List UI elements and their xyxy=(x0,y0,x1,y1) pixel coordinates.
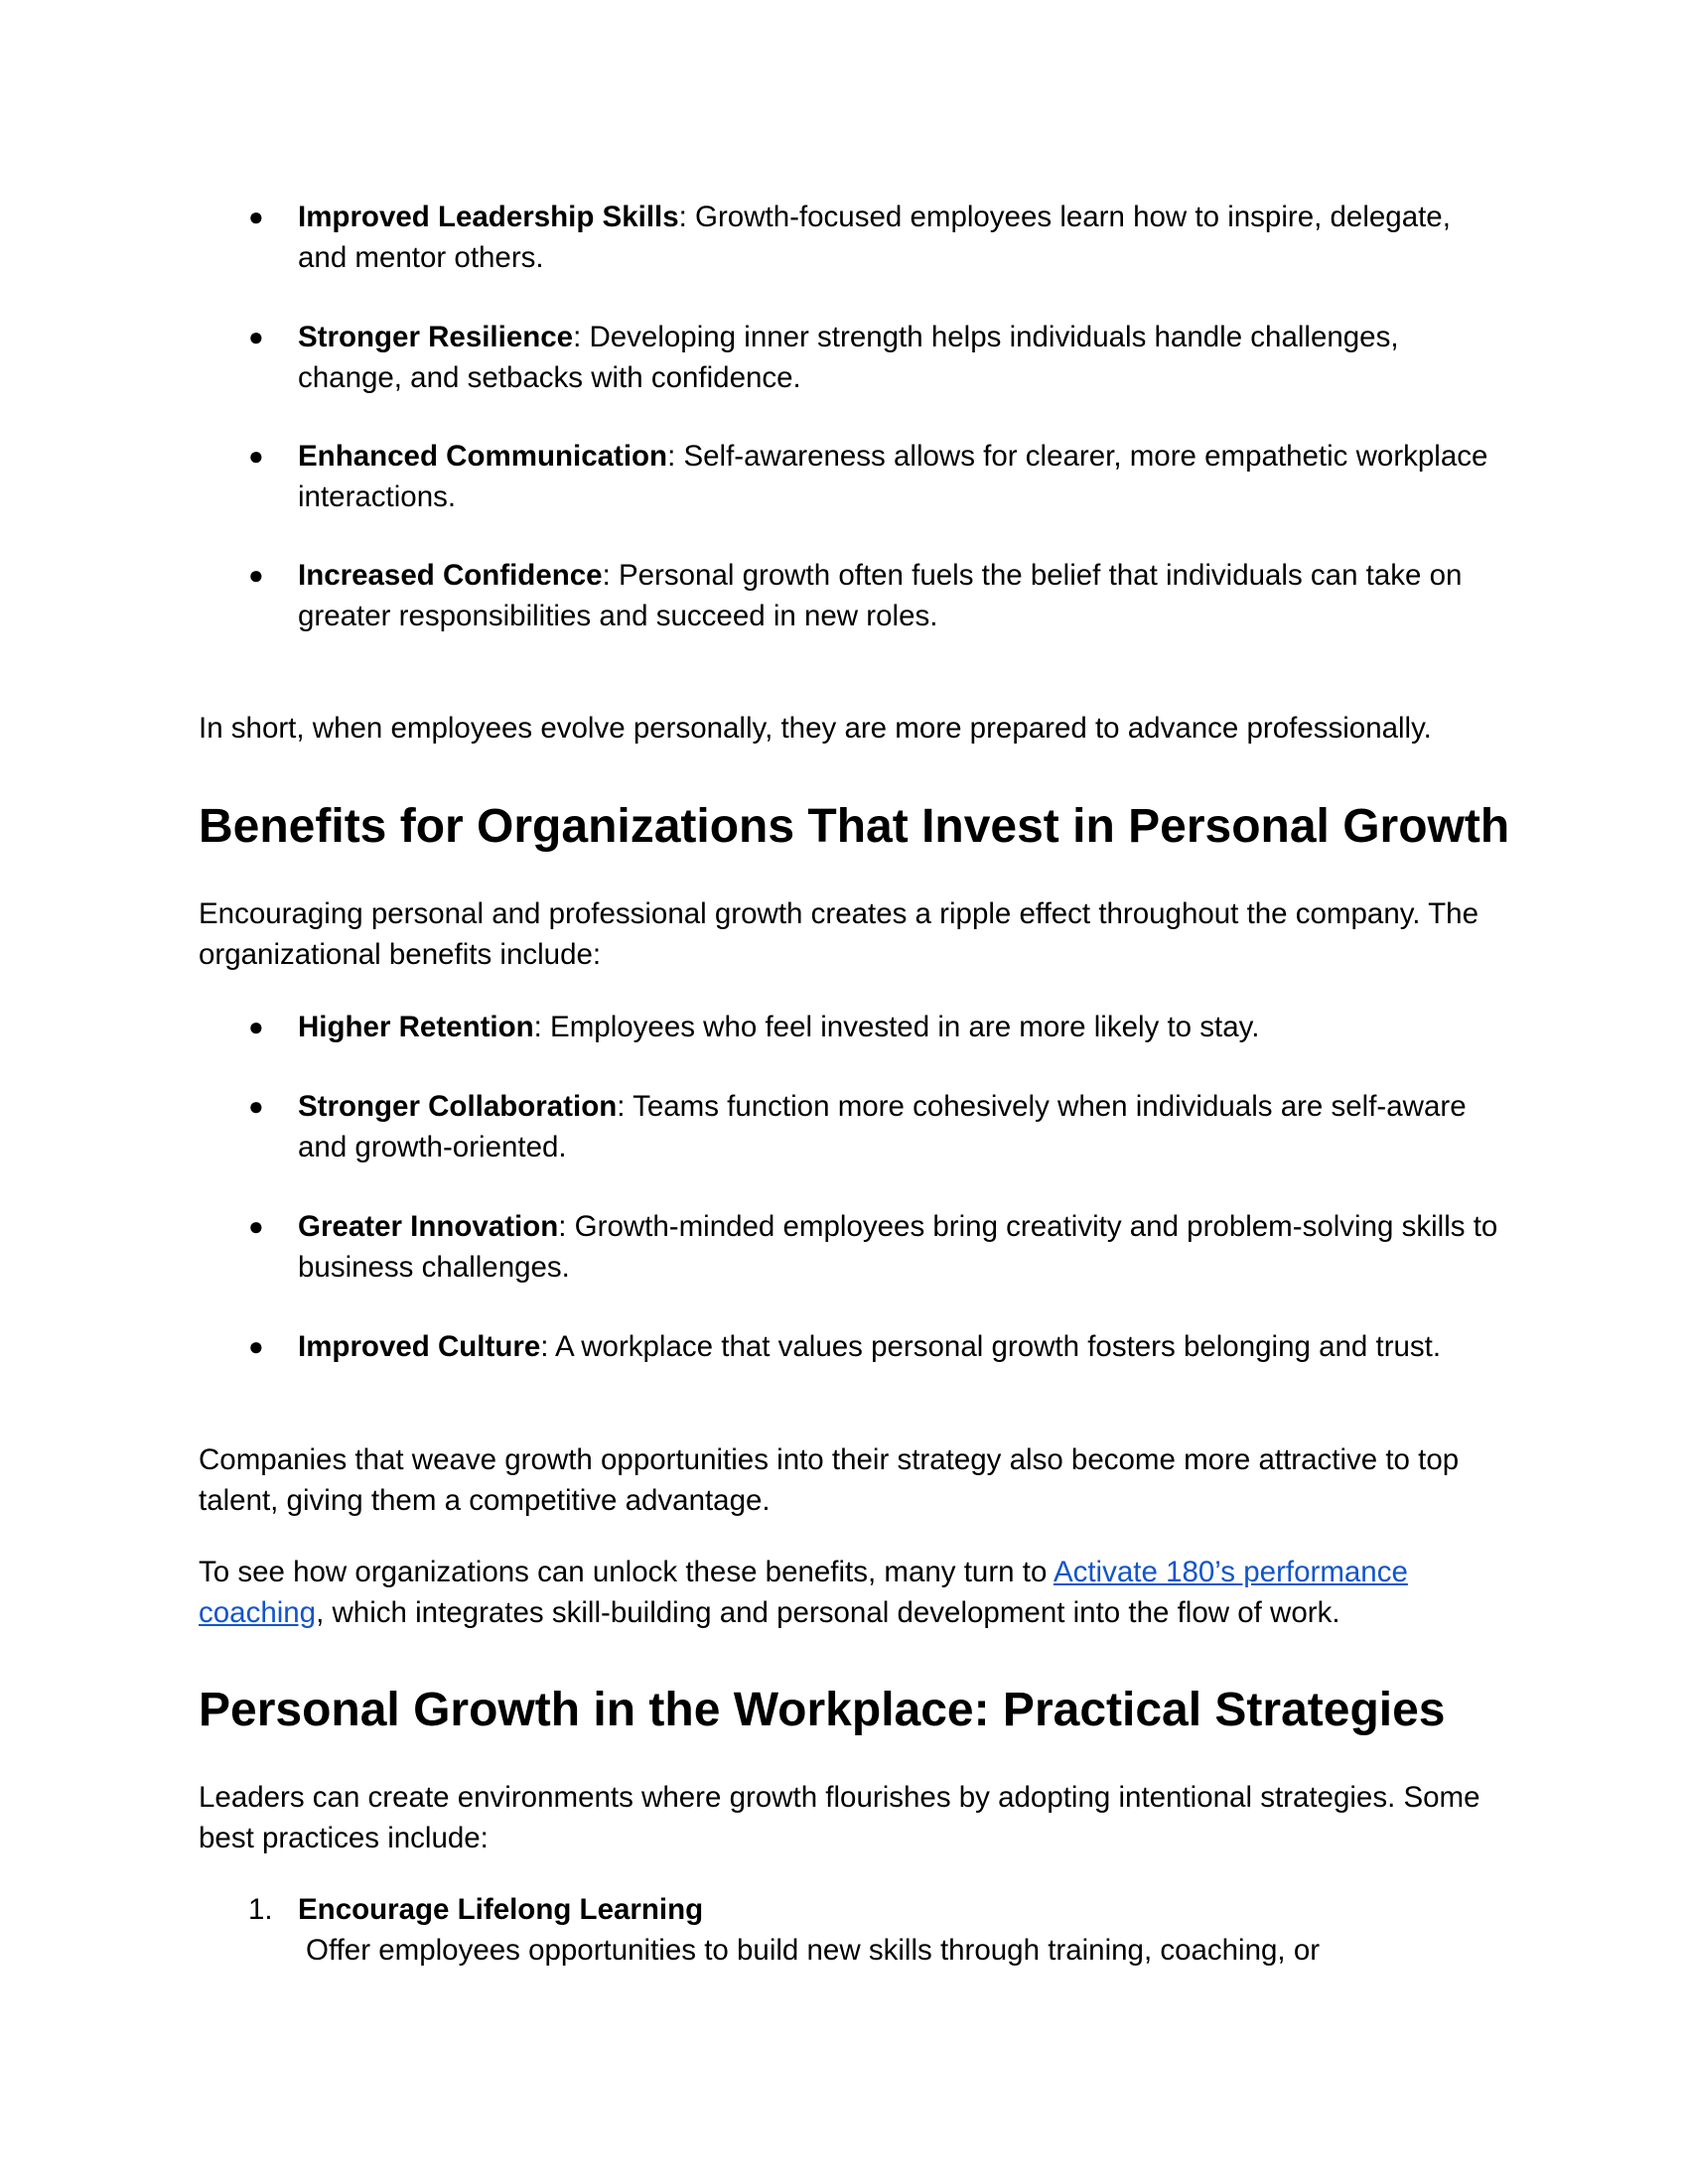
section-heading-org-benefits: Benefits for Organizations That Invest in Personal Growth xyxy=(199,800,1510,853)
cta-text-after: , which integrates skill-building and personal development into the flow of work. xyxy=(316,1596,1340,1629)
list-item-text: : Growth-minded employees bring creativity and problem-solving skills to business challenges. xyxy=(298,1210,1498,1284)
bullet-icon: ● xyxy=(248,441,264,471)
list-item-term: Stronger Resilience xyxy=(298,321,574,353)
list-number: 1. xyxy=(248,1893,273,1926)
bullet-icon: ● xyxy=(248,202,264,231)
list-item-title: Encourage Lifelong Learning xyxy=(298,1893,704,1926)
bullet-icon: ● xyxy=(248,1012,264,1041)
list-item-content xyxy=(298,1007,1499,1047)
list-item-text: : Self-awareness allows for clearer, more empathetic workplace interactions. xyxy=(298,440,1488,513)
bullet-icon: ● xyxy=(248,560,264,590)
list-item-text: : Growth-focused employees learn how to inspire, delegate, and mentor others. xyxy=(298,201,1451,274)
org-intro-paragraph: Encouraging personal and professional growth creates a ripple effect throughout the company. The organizational benefits include: xyxy=(199,897,1478,971)
list-item-content xyxy=(298,1889,1499,1971)
list-item-term: Stronger Collaboration xyxy=(298,1090,618,1123)
section-heading-strategies: Personal Growth in the Workplace: Practical Strategies xyxy=(199,1684,1446,1736)
list-item-content xyxy=(298,317,1499,398)
summary-paragraph: In short, when employees evolve personally, they are more prepared to advance professionally. xyxy=(199,712,1432,745)
list-item-text: : Personal growth often fuels the belief that individuals can take on greater responsibilities and succeed in new roles. xyxy=(298,559,1463,632)
bullet-icon: ● xyxy=(248,1091,264,1121)
list-item-term: Greater Innovation xyxy=(298,1210,559,1243)
bullet-icon: ● xyxy=(248,1211,264,1241)
list-item-text: : Employees who feel invested in are more likely to stay. xyxy=(533,1011,1260,1043)
cta-text-before: To see how organizations can unlock these benefits, many turn to xyxy=(199,1556,1054,1588)
performance-coaching-link[interactable]: Activate 180’s performance coaching xyxy=(199,1556,1408,1629)
list-item-content xyxy=(298,555,1499,636)
list-item-content xyxy=(298,1086,1499,1167)
list-item-term: Higher Retention xyxy=(298,1011,534,1043)
list-item-text: : Developing inner strength helps individuals handle challenges, change, and setbacks with confidence. xyxy=(298,321,1399,394)
org-closing-paragraph: Companies that weave growth opportunities into their strategy also become more attractive to top talent, giving them a competitive advantage. xyxy=(199,1443,1460,1517)
list-item-content xyxy=(298,1206,1499,1288)
cta-paragraph xyxy=(199,1552,1519,1633)
list-item-text: : A workplace that values personal growth fosters belonging and trust. xyxy=(540,1330,1442,1363)
list-item-term: Improved Culture xyxy=(298,1330,541,1363)
bullet-icon: ● xyxy=(248,322,264,351)
list-item-content xyxy=(298,1326,1499,1367)
list-item-content xyxy=(298,197,1499,278)
list-item-text: : Teams function more cohesively when individuals are self-aware and growth-oriented. xyxy=(298,1090,1467,1163)
list-item-content xyxy=(298,436,1499,517)
list-item-term: Enhanced Communication xyxy=(298,440,668,473)
list-item-text: Offer employees opportunities to build new skills through training, coaching, or xyxy=(306,1934,1321,1967)
bullet-icon: ● xyxy=(248,1331,264,1361)
strategies-intro-paragraph: Leaders can create environments where growth flourishes by adopting intentional strategies. Some best practices include: xyxy=(199,1781,1480,1854)
list-item-term: Improved Leadership Skills xyxy=(298,201,679,233)
list-item-term: Increased Confidence xyxy=(298,559,603,592)
